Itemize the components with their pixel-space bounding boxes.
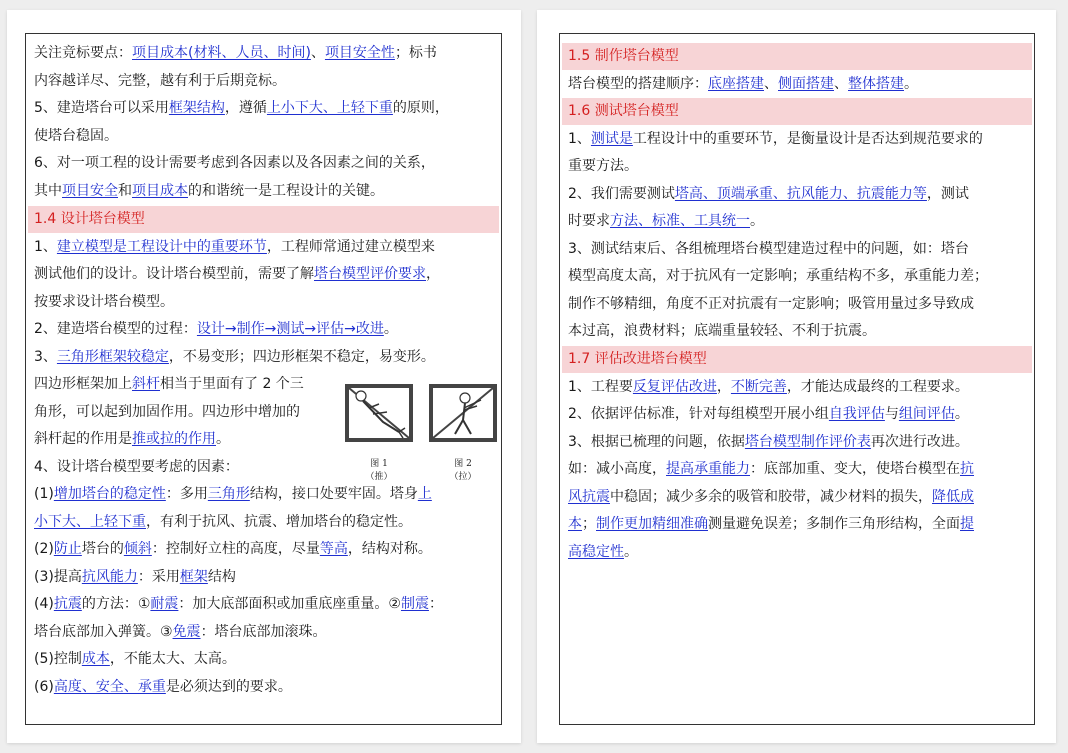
text: ；	[582, 516, 596, 532]
keyword-link[interactable]: 推或拉的作用	[132, 431, 216, 447]
section-heading-1-7: 1.7 评估改进塔台模型	[562, 346, 1032, 373]
keyword-link[interactable]: 自我评估	[828, 406, 885, 422]
text: ，不易变形；四边形框架不稳定，易变形。	[168, 348, 435, 365]
keyword-link[interactable]: 降低成	[932, 488, 974, 505]
text: ，才能达成最终的工程要求。	[786, 378, 969, 395]
keyword-link[interactable]: 成本	[81, 651, 110, 667]
keyword-link[interactable]: 提	[960, 516, 974, 532]
text: 其中	[34, 182, 62, 199]
text: 的原则，	[392, 100, 449, 116]
right-page	[537, 10, 1056, 743]
text: 。	[750, 213, 764, 229]
text: 1、工程要	[568, 378, 633, 395]
paragraph-line: 按要求设计塔台模型。	[34, 293, 174, 310]
text: (3)提高	[34, 568, 82, 585]
keyword-link[interactable]: 不断完善	[730, 378, 787, 395]
text: 如：减小高度，	[568, 461, 666, 477]
paragraph-line	[34, 509, 497, 537]
keyword-link[interactable]: 高度、安全、承重	[53, 678, 166, 695]
text: 2、我们需要测试	[568, 185, 675, 202]
paragraph-1-7-item-1	[568, 374, 1030, 402]
text: 时要求	[568, 213, 610, 229]
keyword-link[interactable]: 塔台模型评价要求	[314, 266, 426, 282]
keyword-link[interactable]: 底座搭建	[708, 75, 764, 92]
keyword-link[interactable]: 制震	[400, 596, 429, 612]
text: ：底部加重、变大，使塔台模型在	[750, 461, 960, 477]
keyword-link[interactable]: 方法、标准、工具统一	[610, 213, 750, 229]
paragraph-factor-6	[34, 674, 497, 702]
keyword-link[interactable]: 塔高、顶端承重、抗风能力、抗震能力等	[674, 185, 927, 202]
paragraph-1-6-item-1	[568, 126, 1030, 154]
text: 相当于里面有了 2 个三	[160, 376, 304, 392]
keyword-link[interactable]: 侧面搭建	[778, 75, 834, 92]
paragraph-line: 重要方法。	[568, 158, 638, 174]
keyword-link[interactable]: 免震	[172, 623, 201, 640]
text: 5、建造塔台可以采用	[34, 100, 169, 116]
pull-illustration	[427, 382, 499, 444]
text: 是必须达到的要求。	[165, 678, 292, 695]
section-heading-1-4: 1.4 设计塔台模型	[28, 206, 499, 233]
paragraph-line	[568, 484, 1030, 512]
paragraph-1-7-item-2	[568, 401, 1030, 429]
text: 。	[216, 431, 230, 447]
keyword-link[interactable]: 斜杆	[132, 376, 160, 392]
paragraph-line: 制作不够精细，角度不正对抗震有一定影响；吸管用量过多导致成	[568, 295, 974, 312]
paragraph-1-4-item-1	[34, 234, 497, 262]
text: 塔台底部加入弹簧。③	[34, 623, 173, 640]
text: ：塔台底部加滚珠。	[200, 623, 327, 640]
text: 工程设计中的重要环节，是衡量设计是否达到规范要求的	[632, 130, 983, 147]
keyword-link[interactable]: 测试是	[590, 130, 633, 147]
text: 3、	[34, 348, 57, 365]
text: ，	[426, 266, 440, 282]
text: ，结构对称。	[347, 541, 432, 557]
keyword-link[interactable]: 抗风能力	[81, 568, 138, 585]
paragraph-build-order	[568, 71, 1030, 99]
text: ，工程师常通过建立模型来	[266, 238, 435, 255]
keyword-link[interactable]: 项目安全性	[324, 45, 395, 61]
figure-caption: 图 1	[370, 459, 388, 469]
section-heading-1-6: 1.6 测试塔台模型	[562, 98, 1032, 125]
paragraph-item-5	[34, 95, 497, 123]
paragraph-1-4-item-4: 4、设计塔台模型要考虑的因素：	[34, 458, 239, 475]
text: ；标书	[394, 45, 437, 61]
paragraph-1-6-item-3: 3、测试结束后、各组梳理塔台模型建造过程中的问题，如：塔台	[568, 240, 969, 257]
paragraph-line: 模型高度太高，对于抗风有一定影响；承重结构不多，承重能力差；	[568, 268, 988, 284]
keyword-link[interactable]: 塔台模型制作评价表	[744, 433, 871, 450]
paragraph-1-6-item-2	[568, 181, 1030, 209]
keyword-link[interactable]: 制作更加精细准确	[596, 516, 708, 532]
text: ，不能太大、太高。	[109, 651, 236, 667]
paragraph-factor-5	[34, 646, 497, 674]
keyword-link[interactable]: 框架结构	[168, 100, 225, 116]
keyword-link[interactable]: 倾斜	[123, 541, 152, 557]
text: (2)	[34, 541, 54, 557]
keyword-link[interactable]: 上小下大、上轻下重	[266, 100, 393, 116]
paragraph-bid-points	[34, 40, 497, 68]
keyword-link[interactable]: 抗震	[53, 596, 82, 612]
keyword-link[interactable]: 三角形	[207, 486, 250, 502]
keyword-link[interactable]: 风抗震	[568, 488, 610, 505]
keyword-link[interactable]: 抗	[960, 461, 974, 477]
left-page-frame	[25, 33, 502, 725]
keyword-link[interactable]: 项目成本(材料、人员、时间)	[132, 45, 311, 61]
text: (1)	[34, 486, 54, 502]
keyword-link[interactable]: 增加塔台的稳定性	[53, 486, 166, 502]
text: 1、	[34, 238, 57, 255]
text: ：	[428, 596, 443, 612]
section-heading-1-5: 1.5 制作塔台模型	[562, 43, 1032, 70]
text: ：加大底部面积或加重底座重量。②	[178, 596, 401, 612]
text: 关注竞标要点：	[34, 45, 132, 61]
push-illustration	[343, 382, 415, 444]
text: ，	[716, 378, 731, 395]
text: 。	[383, 321, 398, 337]
keyword-link[interactable]: 项目成本	[132, 182, 188, 199]
keyword-link[interactable]: 小下大、上轻下重	[34, 513, 146, 530]
text: 。	[624, 543, 638, 560]
text: ，有利于抗风、抗震、增加塔台的稳定性。	[146, 513, 412, 530]
text: 1、	[568, 130, 591, 147]
paragraph-1-7-item-3	[568, 429, 1030, 457]
right-page-frame	[559, 33, 1035, 725]
text: ：控制好立柱的高度，尽量	[151, 541, 320, 557]
keyword-link[interactable]: 等高	[319, 541, 348, 557]
keyword-link[interactable]: 耐震	[150, 596, 179, 612]
left-page	[7, 10, 521, 743]
text: 斜杆起的作用是	[34, 431, 132, 447]
paragraph-1-4-item-2	[34, 316, 497, 344]
text: 结构	[207, 568, 236, 585]
text: 塔台的	[81, 541, 124, 557]
paragraph-line: 内容越详尽、完整，越有利于后期竞标。	[34, 72, 286, 89]
paragraph-line	[34, 178, 497, 206]
text: 测试他们的设计。设计塔台模型前，需要了解	[34, 266, 314, 282]
paragraph-line: 本过高，浪费材料；底端重量较轻、不利于抗震。	[568, 323, 876, 339]
keyword-link[interactable]: 三角形框架较稳定	[56, 348, 169, 365]
keyword-link[interactable]: 组间评估	[898, 406, 955, 422]
keyword-link[interactable]: 建立模型是工程设计中的重要环节	[56, 238, 267, 255]
text: 中稳固；减少多余的吸管和胶带，减少材料的损失，	[610, 488, 932, 505]
text: 与	[884, 406, 899, 422]
paragraph-factor-3	[34, 564, 497, 592]
paragraph-factor-1	[34, 481, 497, 509]
text: 。	[954, 406, 969, 422]
text: ：采用	[137, 568, 180, 585]
paragraph-line	[568, 511, 1030, 539]
keyword-link[interactable]: 高稳定性	[568, 543, 624, 560]
text: 的和谐统一是工程设计的关键。	[188, 182, 384, 199]
text: 测量避免误差；多制作三角形结构，全面	[708, 516, 960, 532]
keyword-link[interactable]: 上	[417, 486, 432, 502]
keyword-link[interactable]: 项目安全	[62, 182, 118, 199]
text: (6)	[34, 678, 54, 695]
figure-caption: （拉）	[449, 472, 477, 482]
text: 再次进行改进。	[870, 433, 969, 450]
keyword-link[interactable]: 框架	[179, 568, 208, 585]
text: 3、根据已梳理的问题，依据	[568, 433, 745, 450]
text: 、	[764, 75, 778, 92]
paragraph-item-6: 6、对一项工程的设计需要考虑到各因素以及各因素之间的关系，	[34, 155, 435, 171]
text: 2、建造塔台模型的过程：	[34, 321, 197, 337]
paragraph-line: 使塔台稳固。	[34, 127, 118, 144]
keyword-link[interactable]: 反复评估改进	[632, 378, 717, 395]
text: 和	[118, 182, 132, 199]
keyword-link[interactable]: 本	[568, 516, 582, 532]
text: (4)	[34, 596, 54, 612]
paragraph-line	[34, 619, 497, 647]
text: 2、依据评估标准，针对每组模型开展小组	[568, 406, 829, 422]
paragraph-line	[34, 261, 497, 289]
keyword-link[interactable]: 防止	[53, 541, 82, 557]
text: 。	[904, 75, 918, 92]
text: 的方法：①	[81, 596, 151, 612]
text: ，遵循	[224, 100, 267, 116]
paragraph-factor-2	[34, 536, 497, 564]
paragraph-line	[568, 208, 1030, 236]
text: 、	[310, 45, 325, 61]
text: 塔台模型的搭建顺序：	[568, 75, 708, 92]
paragraph-example	[568, 456, 1030, 484]
text: ：多用	[165, 486, 208, 502]
keyword-link[interactable]: 整体搭建	[848, 75, 904, 92]
paragraph-line: 角形，可以起到加固作用。四边形中增加的	[34, 403, 300, 420]
text: 、	[834, 75, 848, 92]
text: (5)控制	[34, 651, 82, 667]
text: ，测试	[926, 185, 969, 202]
keyword-link[interactable]: 提高承重能力	[666, 461, 750, 477]
text: 四边形框架加上	[34, 376, 132, 392]
text: 结构，接口处要牢固。塔身	[249, 486, 418, 502]
figure-caption: （推）	[365, 472, 393, 482]
figure-caption: 图 2	[454, 459, 472, 469]
paragraph-factor-4	[34, 591, 497, 619]
paragraph-line	[568, 539, 1030, 567]
keyword-link[interactable]: 设计→制作→测试→评估→改进	[196, 321, 384, 337]
paragraph-1-4-item-3	[34, 344, 497, 372]
